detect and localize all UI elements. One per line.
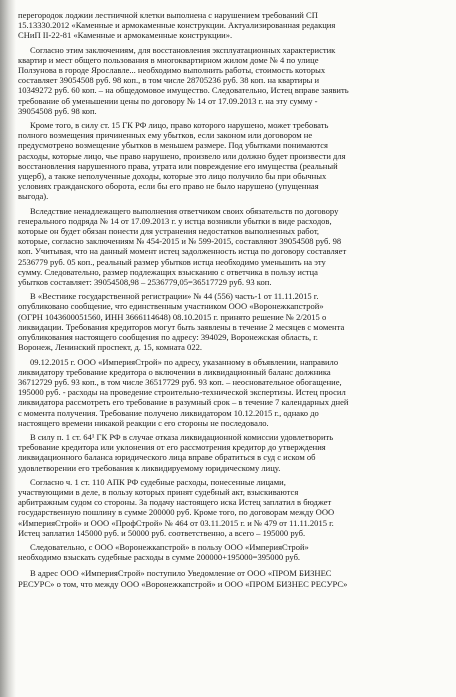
paragraph-5 (18, 291, 448, 352)
text-line: «ИмперияСтрой» и ООО «ПрофСтрой» № 464 от 03.11.2015 г. и № 479 от 11.11.2015 г. (18, 517, 334, 528)
text-line: условиях гражданского оборота, если бы его право не было нарушено (упущенная (18, 181, 319, 192)
text-line: В адрес ООО «ИмперияСтрой» поступило Уведомление от ООО «ПРОМ БИЗНЕС (30, 568, 332, 579)
text-line: Следовательно, с ООО «Воронежкапстрой» в пользу ООО «ИмперияСтрой» (30, 541, 309, 552)
text-line: восстановления нарушенного права, утрата или повреждение его имущества (реальный (18, 160, 338, 171)
text-line: 2536779 руб. 05 коп., реальный размер убытков истца необходимо уменьшить на эту (18, 256, 326, 267)
text-line: Согласно ч. 1 ст. 110 АПК РФ судебные расходы, понесенные лицами, (30, 476, 286, 487)
paragraph-1 (18, 10, 438, 41)
text-line: ущерб), а также неполученные доходы, которые это лицо получило бы при обычных (18, 171, 327, 182)
paragraph-6 (18, 357, 448, 428)
paragraph-8 (18, 477, 448, 538)
text-line: 39054508 руб. 98 коп. (18, 105, 97, 116)
document-body (18, 10, 448, 589)
text-line: расходы, которые лицо, чье право нарушено, произвело или должно будет произвести для (18, 150, 346, 161)
paragraph-2 (18, 45, 448, 116)
text-line: требование кредитора или уклонения от его рассмотрения кредитор до утверждения (18, 442, 326, 453)
text-line: РЕСУРС» о том, что между ООО «Воронежкапстрой» и ООО «ПРОМ БИЗНЕС РЕСУРС» (18, 578, 348, 589)
text-line: генерального подряда № 14 от 17.09.2013 г. у истца возникли убытки в виде расходов, (18, 215, 332, 226)
text-line: перегородок лоджии лестничной клетки выполнена с нарушением требований СП (18, 10, 318, 20)
text-line: Ползунова в городе Ярославле... необходимо выполнить работы, стоимость которых (18, 65, 326, 76)
text-line: СНиП II-22-81 «Каменные и армокаменные конструкции». (18, 30, 233, 41)
text-line: необходимо взыскать судебные расходы в сумме 200000+195000=395000 руб. (18, 552, 301, 563)
text-line: ликвидатора рассмотреть его требование в разумный срок – в течение 7 календарных дней (18, 397, 349, 408)
paragraph-4 (18, 206, 448, 288)
text-line: опубликовано сообщение, что единственным участником ООО «Воронежкапстрой» (18, 301, 324, 312)
scan-edge-shadow (0, 0, 16, 697)
text-line: удовлетворении его требования к ликвидируемому юридическому лицу. (18, 462, 281, 473)
text-line: 195000 руб. - расходы на проведение строительно-технической экспертизы. Истец просил (18, 387, 346, 398)
text-line: 36712729 руб. 93 коп., в том числе 36517729 руб. 93 коп. – неосновательное обогащение, (18, 376, 342, 387)
text-line: ликвидатору требование кредитора о включении в ликвидационный баланс должника (18, 366, 331, 377)
text-line: Вследствие ненадлежащего выполнения ответчиком своих обязательств по договору (30, 205, 339, 216)
text-line: с момента получения. Требование получено ликвидатором 10.12.2015 г., однако до (18, 407, 319, 418)
text-line: составляет 39054508 руб. 98 коп., в том числе 28705236 руб. 38 коп. на квартиры и (18, 75, 320, 86)
text-line: Воронеж, Ленинский проспект, д. 15, комната 022. (18, 342, 203, 353)
text-line: Согласно этим заключениям, для восстановления эксплуатационных характеристик (30, 44, 336, 55)
text-line: которые он будет обязан понести для устранения недостатков выполненных работ, (18, 226, 320, 237)
text-line: требование об уменьшении цены по договору № 14 от 17.09.2013 г. на эту сумму - (18, 95, 318, 106)
text-line: настоящего времени никакой реакции с его стороны не последовало. (18, 417, 269, 428)
text-line: полного возмещения причиненных ему убытков, если законом или договором не (18, 130, 313, 141)
text-line: В «Вестнике государственной регистрации» № 44 (556) часть-1 от 11.11.2015 г. (30, 291, 319, 302)
text-line: сумму. Следовательно, размер подлежащих взысканию с ответчика в пользу истца (18, 266, 318, 277)
text-line: ликвидационного баланса юридического лица вправе обратиться в суд с иском об (18, 452, 316, 463)
paragraph-3 (18, 120, 448, 202)
text-line: 10349272 руб. 60 коп. – на общедомовое имущество. Следовательно, Истец вправе заявить (18, 85, 349, 96)
text-line: 09.12.2015 г. ООО «ИмперияСтрой» по адресу, указанному в объявлении, направило (30, 356, 339, 367)
text-line: арбитражным судом со стороны. За подачу настоящего иска Истец заплатил в бюджет (18, 497, 332, 508)
text-line: ликвидации. Требования кредиторов могут быть заявлены в течение 2 месяцев с момента (18, 321, 345, 332)
text-line: Кроме того, в силу ст. 15 ГК РФ лицо, право которого нарушено, может требовать (30, 120, 329, 131)
paragraph-10 (18, 568, 448, 588)
text-line: В силу п. 1 ст. 64¹ ГК РФ в случае отказа ликвидационной комиссии удовлетворить (30, 431, 334, 442)
paragraph-9 (18, 542, 448, 562)
text-line: государственную пошлину в сумме 200000 руб. Кроме того, по договорам между ООО (18, 507, 335, 518)
text-line: коп. Учитывая, что на данный момент истец задолженность истца по договору составляет (18, 246, 347, 257)
text-line: квартир и мест общего пользования в многоквартирном жилом доме № 4 по улице (18, 54, 319, 65)
text-line: выгода). (18, 191, 49, 202)
paragraph-7 (18, 432, 448, 473)
text-line: предусмотрено возмещение убытков в меньшем размере. Под убытками понимаются (18, 140, 328, 151)
text-line: опубликования настоящего сообщения по адресу: 394029, Воронежская область, г. (18, 332, 318, 343)
text-line: убытков составляет: 39054508,98 – 2536779,05=36517729 руб. 93 коп. (18, 277, 272, 288)
text-line: Истец заплатил 145000 руб. и 50000 руб. соответственно, а всего – 195000 руб. (18, 527, 306, 538)
text-line: (ОГРН 1043600051560, ИНН 3666114648) 08.10.2015 г. принято решение № 2/2015 о (18, 311, 327, 322)
text-line: 15.13330.2012 «Каменные и армокаменные конструкции. Актуализированная редакция (18, 20, 336, 31)
text-line: которые, согласно заключениям № 454-2015 и № 599-2015, составляют 39054508 руб. 98 (18, 236, 342, 247)
text-line: участвующими в деле, в пользу которых принят судебный акт, взыскиваются (18, 486, 299, 497)
